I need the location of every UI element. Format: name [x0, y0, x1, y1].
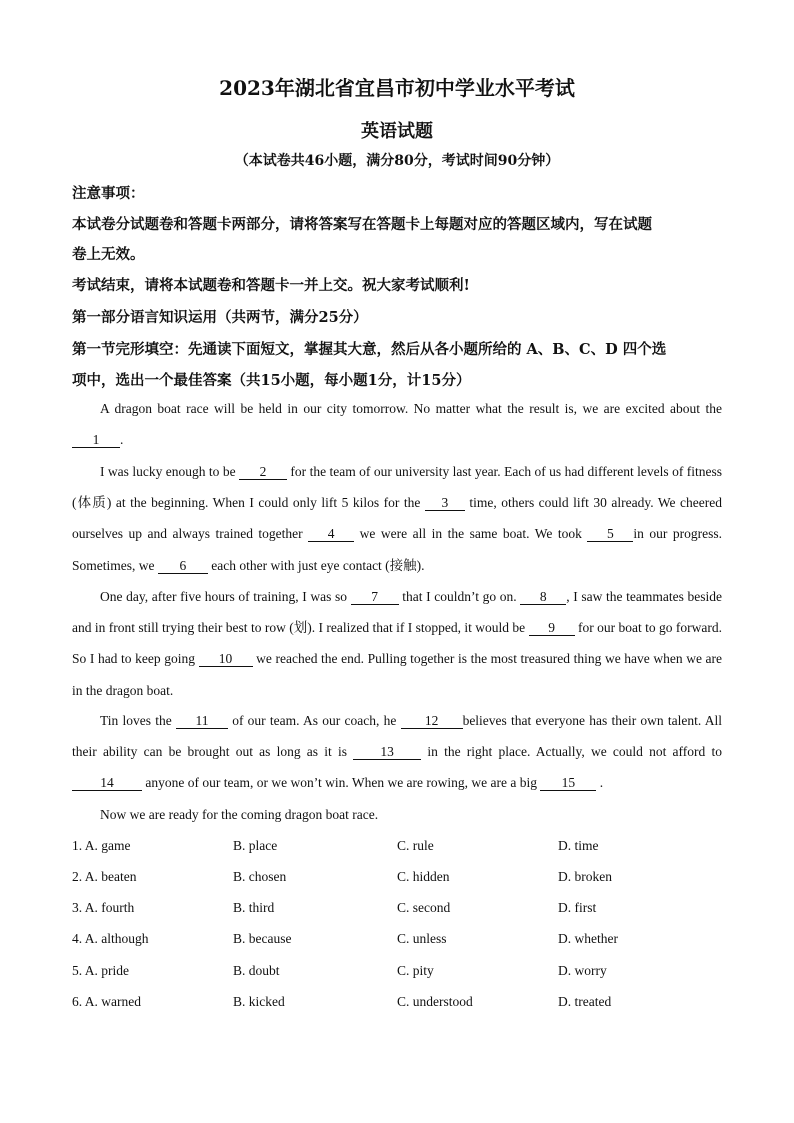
question-options-5	[72, 963, 732, 983]
passage-paragraph-5: Now we are ready for the coming dragon boat race.	[100, 807, 379, 822]
blank-8: 8	[520, 590, 566, 605]
blank-4: 4	[308, 527, 354, 542]
option-b: B. because	[233, 931, 292, 946]
blank-11: 11	[176, 714, 228, 729]
option-a: 5. A. pride	[72, 963, 129, 978]
blank-2: 2	[239, 465, 287, 480]
option-d: D. time	[558, 838, 599, 853]
blank-6: 6	[158, 559, 208, 574]
instructions-line-3: 考试结束，请将本试题卷和答题卡一并上交。祝大家考试顺利!	[72, 277, 470, 294]
passage-paragraph-1: A dragon boat race will be held in our city tomorrow. No matter what the result is, we are excited about the 1 .	[72, 393, 722, 455]
option-b: B. place	[233, 838, 278, 853]
option-c: C. understood	[397, 994, 473, 1009]
blank-7: 7	[351, 590, 399, 605]
option-c: C. unless	[397, 931, 447, 946]
option-b: B. doubt	[233, 963, 280, 978]
option-b: B. kicked	[233, 994, 285, 1009]
option-d: D. worry	[558, 963, 607, 978]
option-d: D. treated	[558, 994, 612, 1009]
section-one-line-1: 第一节完形填空：先通读下面短文，掌握其大意，然后从各小题所给的 A、B、C、D 四个选	[72, 341, 667, 358]
option-a: 2. A. beaten	[72, 869, 137, 884]
question-options-4	[72, 931, 732, 951]
option-d: D. first	[558, 900, 597, 915]
question-options-1	[72, 838, 732, 858]
option-a: 6. A. warned	[72, 994, 141, 1009]
blank-1: 1	[72, 433, 120, 448]
blank-12: 12	[401, 714, 463, 729]
question-options-2	[72, 869, 732, 889]
blank-9: 9	[529, 621, 575, 636]
part-one-heading: 第一部分语言知识运用（共两节，满分25分）	[72, 309, 368, 326]
option-b: B. chosen	[233, 869, 287, 884]
instructions-line-1: 本试卷分试题卷和答题卡两部分，请将答案写在答题卡上每题对应的答题区域内，写在试题	[72, 216, 652, 233]
option-d: D. whether	[558, 931, 618, 946]
option-c: C. rule	[397, 838, 434, 853]
blank-10: 10	[199, 652, 253, 667]
exam-note: （本试卷共46小题，满分80分，考试时间90分钟）	[234, 153, 560, 169]
section-one-line-2: 项中，选出一个最佳答案（共15小题，每小题1分，计15分）	[72, 372, 471, 389]
exam-subtitle: 英语试题	[361, 121, 433, 142]
exam-title: 2023年湖北省宜昌市初中学业水平考试	[219, 76, 575, 100]
passage-paragraph-2: I was lucky enough to be 2 for the team of our university last year. Each of us had different levels of fitness (体质) at the beginning. When I could only lift 5 kilos for the 3 time, others could lift 30 already. We cheered ourselves up and always trained together 4 we were all in the same boat. We took 5 in our progress. Sometimes, we 6 each other with just eye contact (接触).	[72, 464, 722, 573]
option-a: 1. A. game	[72, 838, 131, 853]
question-options-3	[72, 900, 732, 920]
instructions-line-2: 卷上无效。	[72, 246, 145, 263]
option-c: C. pity	[397, 963, 434, 978]
instructions-heading: 注意事项：	[72, 185, 145, 202]
option-c: C. second	[397, 900, 451, 915]
blank-14: 14	[72, 776, 142, 791]
passage-paragraph-3: One day, after five hours of training, I was so 7 that I couldn’t go on. 8 , I saw the teammates beside and in front still trying their best to row (划). I realized that if I stopped, it would be 9 for our boat to go forward. So I had to keep going 10 we reached the end. Pulling together is the most treasured thing we have when we are in the dragon boat.	[72, 589, 723, 698]
option-d: D. broken	[558, 869, 612, 884]
blank-13: 13	[353, 745, 421, 760]
option-b: B. third	[233, 900, 275, 915]
option-a: 3. A. fourth	[72, 900, 135, 915]
blank-3: 3	[425, 496, 465, 511]
option-c: C. hidden	[397, 869, 450, 884]
blank-15: 15	[540, 776, 596, 791]
passage-paragraph-4: Tin loves the 11 of our team. As our coach, he 12 believes that everyone has their own talent. All their ability can be brought out as long as it is 13 in the right place. Actually, we could not afford to 14 anyone of our team, or we won’t win. When we are rowing, we are a big 15 .	[72, 713, 723, 791]
option-a: 4. A. although	[72, 931, 149, 946]
blank-5: 5	[587, 527, 633, 542]
question-options-6	[72, 994, 732, 1014]
